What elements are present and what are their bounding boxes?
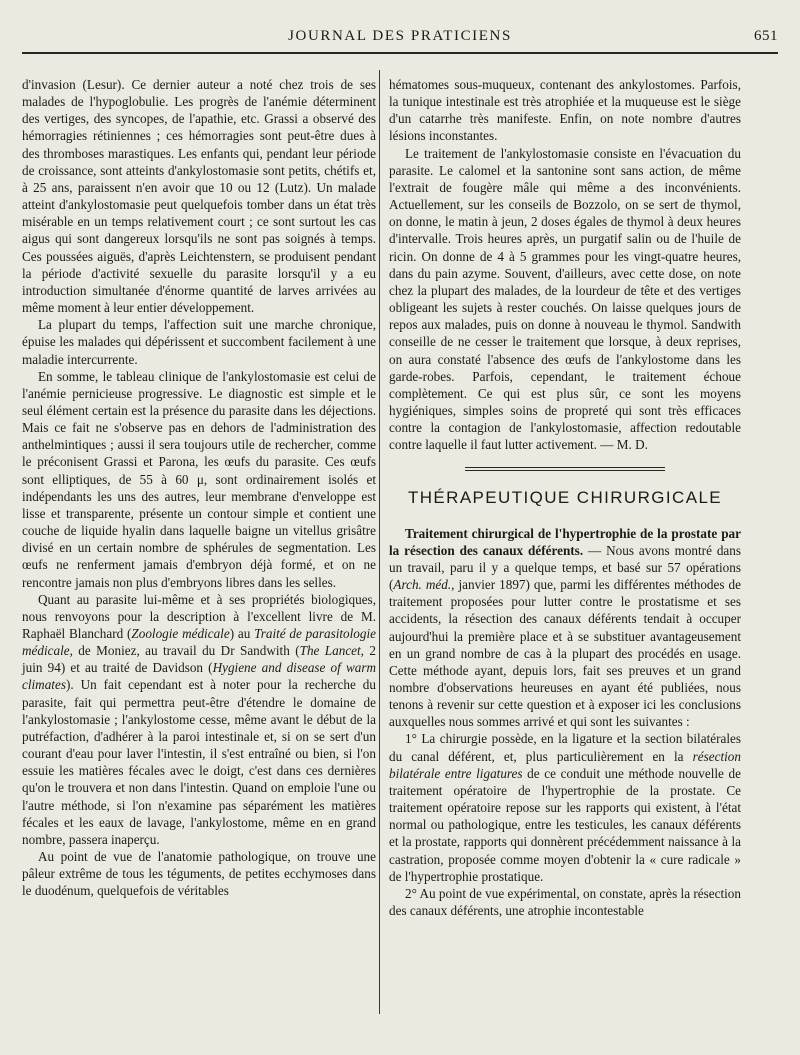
italic-title: The Lancet, (299, 643, 364, 659)
paragraph (389, 730, 741, 884)
text-run: Le traitement de l'ankylostomasie consiste en l'évacuation du parasite. Le calomel et la santonine sont sans action, de même l'extrait de fougère mâle qui même a des inconvénients. Actuellement, sur les conseils de Bozzolo, on se sert de thymol, on donne, le matin à jeun, 2 doses égales de thymol à deux heures d'intervalle. Trois heures après, un purgatif salin ou de l'huile de ricin. On donne de 4 à 5 grammes pour les vingt-quatre heures, dans du pain azyme. Souvent, d'ailleurs, avec cette dose, on note chez la plupart des malades, de la lourdeur de tête et des vertiges obligeant les sujets à rester couchés. On laisse quelques jours de repos aux malades, puis on donne à nouveau le thymol. Sandwith conseille de ne cesser le traitement que lorsque, à deux reprises, on aura constaté l'absence des œufs de l'ankylostome dans les garde-robes. Parfois, cependant, le traitement échoue complètement. Ce qui est plus sûr, ce sont les moyens hygiéniques, simples soins de propreté qui sont très efficaces contre la contagion de l'ankylostomasie, affection redoutable contre laquelle il faut lutter activement. (389, 145, 741, 453)
section-divider (465, 467, 665, 471)
text-run: ) au (229, 626, 255, 641)
text-run: Quant au parasite lui-même et à ses propriétés biologiques, nous renvoyons pour la description à l'excellent livre de M. Raphaël Blanchard ( (22, 591, 376, 641)
text-run: — Nous avons montré dans un travail, paru il y a quelque temps, et basé sur 57 opérations ( (389, 542, 742, 593)
italic-title: Zoologie médicale (131, 626, 230, 641)
section-title: THÉRAPEUTIQUE CHIRURGICALE (407, 488, 723, 508)
paragraph: La plupart du temps, l'affection suit une marche chronique, épuise les malades qui dépérissent et succombent facilement à une maladie intercurrente. (22, 317, 376, 367)
author-signature: — M. D. (600, 437, 648, 453)
paragraph: hématomes sous-muqueux, contenant des ankylostomes. Parfois, la tunique intestinale est très atrophiée et la muqueuse est le siège d'un catarrhe très manifeste. Enfin, on note nombre d'autres lésions inconstantes. (389, 77, 741, 144)
paragraph: 2° Au point de vue expérimental, on constate, après la résection des canaux déférents, une atrophie incontestable (389, 885, 741, 919)
paragraph (389, 525, 741, 731)
text-run: de ce conduit une méthode nouvelle de traitement opératoire de l'hypertrophie de la prostate. Ce traitement opératoire repose sur les rapports qui existent, à l'état normal ou pathologique, entre les testicules, les canaux déférents et la prostate, rapports qui donnèrent précédemment naissance à la castration, proposée comme moyen d'obtenir la « cure radicale » de l'hypertrophie prostatique. (389, 765, 741, 884)
italic-title: Hygiene and disease of warm climates (22, 660, 376, 693)
column-divider (379, 70, 380, 1014)
article-subheading: Traitement chirurgical de l'hypertrophie de la prostate par la résection des canaux déférents. (389, 525, 741, 558)
italic-phrase: résection bilatérale entre ligatures (389, 748, 741, 781)
text-run: de Moniez, au travail du Dr Sandwith ( (72, 643, 300, 659)
paragraph: d'invasion (Lesur). Ce dernier auteur a noté chez trois de ses malades de l'hypoglobulie. Les progrès de l'anémie déterminent des vertiges, des syncopes, de l'apathie, etc. Grassi a observé des hémorragies rétiniennes ; ces hémorragies sont peut-être dues à des thromboses marastiques. Les enfants qui, pendant leur période de croissance, sont atteints d'ankylostomasie sont petits, chétifs et, à 25 ans, paraissent n'en avoir que 10 ou 12 (Lutz). Un malade atteint d'ankylostomasie peut quelquefois tomber dans un état très misérable en un temps relativement court ; ce sont surtout les cas aigus qui sont dangereux lorsqu'ils ne sont pas soignés à temps. Ces poussées aiguës, d'après Leichtenstern, se produisent pendant la période d'activité sexuelle du parasite lorsqu'il y a eu introduction simultanée d'énorme quantité de larves arrivées au même moment à leur entier développement. (22, 77, 376, 316)
text-run: janvier 1897) que, parmi les différentes méthodes de traitement proposées pour lutter contre le prostatisme et ses accidents, la résection des canaux déférents tendait à occuper aujourd'hui la première place et à se substituer avantageusement en un grand nombre de cas à la plupart des procédés en usage. Cette méthode ayant, depuis lors, fait ses preuves et un grand nombre d'observations heureuses en ayant été publiées, nous tenons à revenir sur cette question et à exposer ici les conclusions auxquelles nous sommes arrivé et qui sont les suivantes : (389, 577, 741, 730)
paragraph: En somme, le tableau clinique de l'ankylostomasie est celui de l'anémie pernicieuse progressive. Le diagnostic est simple et le seul élément certain est la présence du parasite dans les déjections. Mais ce fait ne s'observe pas en dehors de l'administration des anthelmintiques ; aussi il sera toujours utile de rechercher, comme le préconisent Grassi et Parona, les œufs du parasite. Ces œufs sont elliptiques, de 55 à 60 μ, sont ordinairement isolés et indépendants les uns des autres, leur membrane d'enveloppe est lisse et transparente, présente un contour simple et contient une couche de liquide hyalin dans laquelle baigne un vitellus grisâtre divisé en un certain nombre de sphérules de segmentation. Les œufs ne renferment jamais d'embryon déjà formé, et on ne rencontre jamais non plus d'embryons libres dans les selles. (22, 368, 376, 590)
italic-title: Traité de parasitologie médicale, (22, 626, 377, 659)
paragraph (22, 591, 376, 848)
text-run: 1° La chirurgie possède, en la ligature et la section bilatérales du canal déférent, et, plus particulièrement en la (389, 731, 741, 764)
left-column (22, 76, 376, 900)
journal-title: JOURNAL DES PRATICIENS (288, 28, 512, 44)
running-header (22, 24, 778, 54)
paragraph: Au point de vue de l'anatomie pathologique, on trouve une pâleur extrême de tous les téguments, de petites ecchymoses dans le duodénum, quelquefois de véritables (22, 849, 376, 899)
right-column (389, 76, 741, 919)
text-run: 2 juin 94) et au traité de Davidson ( (22, 643, 376, 676)
paragraph (389, 145, 741, 454)
text-run: ). Un fait cependant est à noter pour la recherche du parasite, fait qui permettra peut-être d'étendre le domaine de l'ankylostomasie ; l'ankylostome cesse, même avant le début de la putréfaction, d'adhérer à la paroi intestinale et, si on se sert d'un courant d'eau pour laver l'intestin, il s'est entraîné ou bien, si l'on essuie les matières fécales avec le doigt, c'est dans ces dernières qu'on le trouvera et non dans l'intestin. Quand on emploie l'une ou l'autre méthode, si l'on n'examine pas séparément les matières fécales et les eaux de lavage, l'ankylostome, même en en grand nombre, passera inaperçu. (22, 677, 376, 847)
italic-citation: Arch. méd., (393, 577, 455, 593)
page-number: 651 (754, 28, 778, 44)
